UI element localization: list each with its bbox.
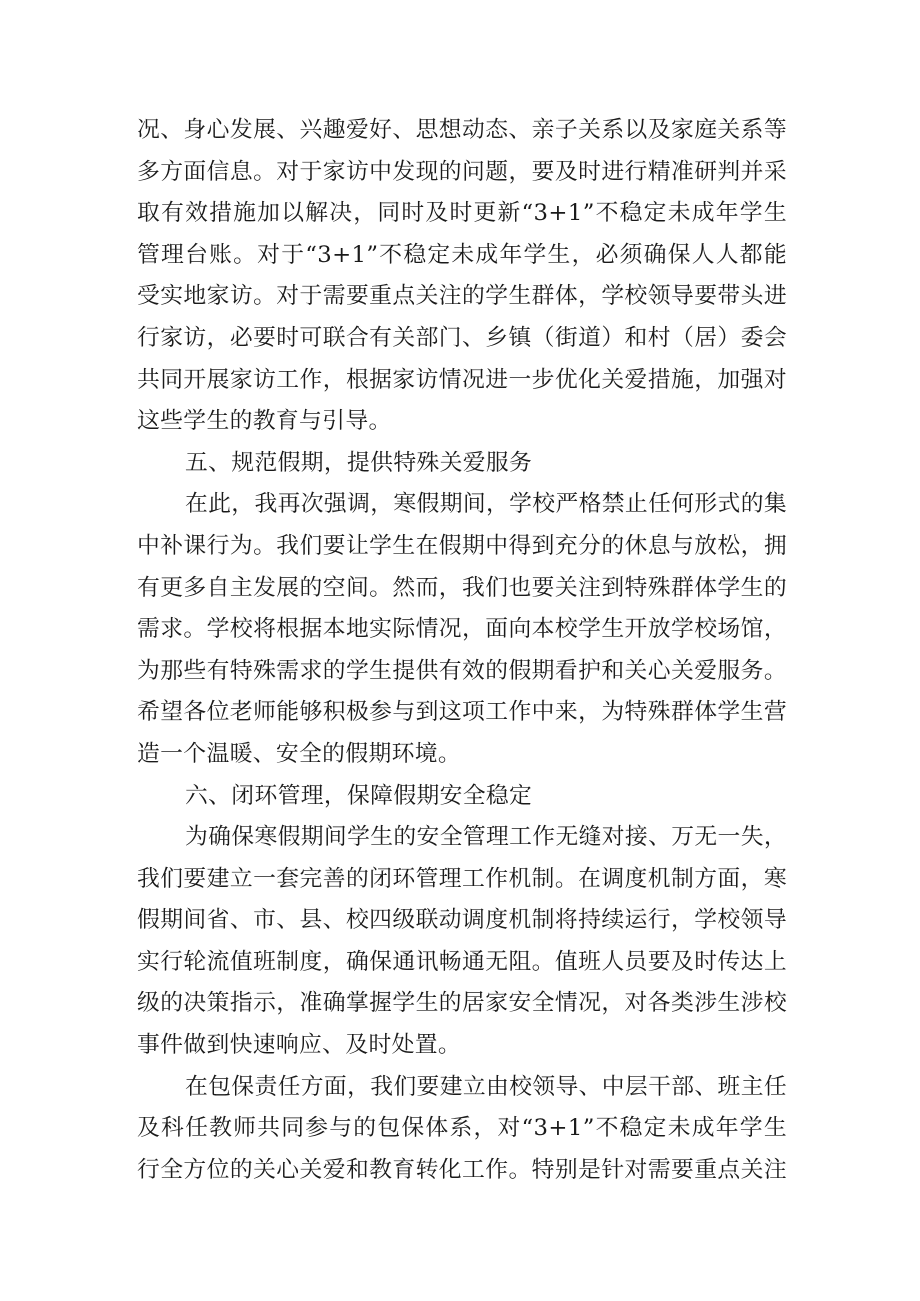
text-line: 管理台账。对于“3+1”不稳定未成年学生，必须确保人人都能 (137, 241, 787, 268)
text-line: 假期间省、市、县、校四级联动调度机制将持续运行，学校领导 (137, 907, 787, 934)
text-line: 为那些有特殊需求的学生提供有效的假期看护和关心关爱服务。 (137, 657, 787, 684)
text-line: 受实地家访。对于需要重点关注的学生群体，学校领导要带头进 (137, 283, 787, 310)
text-line: 希望各位老师能够积极参与到这项工作中来，为特殊群体学生营 (137, 699, 787, 726)
text-line: 在包保责任方面，我们要建立由校领导、中层干部、班主任 (185, 1073, 787, 1100)
document-body (137, 110, 787, 1191)
text-line: 行全方位的关心关爱和教育转化工作。特别是针对需要重点关注 (137, 1156, 787, 1183)
text-line: 为确保寒假期间学生的安全管理工作无缝对接、万无一失， (185, 824, 787, 851)
text-line: 多方面信息。对于家访中发现的问题，要及时进行精准研判并采 (137, 158, 787, 185)
text-line: 行家访，必要时可联合有关部门、乡镇（街道）和村（居）委会 (137, 324, 787, 351)
text-line: 在此，我再次强调，寒假期间，学校严格禁止任何形式的集 (185, 491, 787, 518)
text-line: 我们要建立一套完善的闭环管理工作机制。在调度机制方面，寒 (137, 865, 787, 892)
text-line: 事件做到快速响应、及时处置。 (137, 1032, 462, 1059)
text-line: 实行轮流值班制度，确保通讯畅通无阻。值班人员要及时传达上 (137, 948, 787, 975)
section-heading: 六、闭环管理，保障假期安全稳定 (185, 782, 533, 809)
text-line: 况、身心发展、兴趣爱好、思想动态、亲子关系以及家庭关系等 (137, 117, 787, 143)
text-line: 这些学生的教育与引导。 (137, 408, 392, 435)
text-line: 级的决策指示，准确掌握学生的居家安全情况，对各类涉生涉校 (137, 990, 787, 1017)
section-heading: 五、规范假期，提供特殊关爱服务 (185, 449, 533, 476)
text-line: 中补课行为。我们要让学生在假期中得到充分的休息与放松，拥 (137, 532, 787, 559)
text-line: 造一个温暖、安全的假期环境。 (137, 740, 462, 767)
text-line: 共同开展家访工作，根据家访情况进一步优化关爱措施，加强对 (137, 366, 787, 393)
text-line: 及科任教师共同参与的包保体系，对“3+1”不稳定未成年学生 (137, 1115, 787, 1142)
text-line: 取有效措施加以解决，同时及时更新“3+1”不稳定未成年学生 (137, 200, 787, 227)
text-line: 需求。学校将根据本地实际情况，面向本校学生开放学校场馆， (137, 616, 787, 643)
text-line: 有更多自主发展的空间。然而，我们也要关注到特殊群体学生的 (137, 574, 787, 601)
